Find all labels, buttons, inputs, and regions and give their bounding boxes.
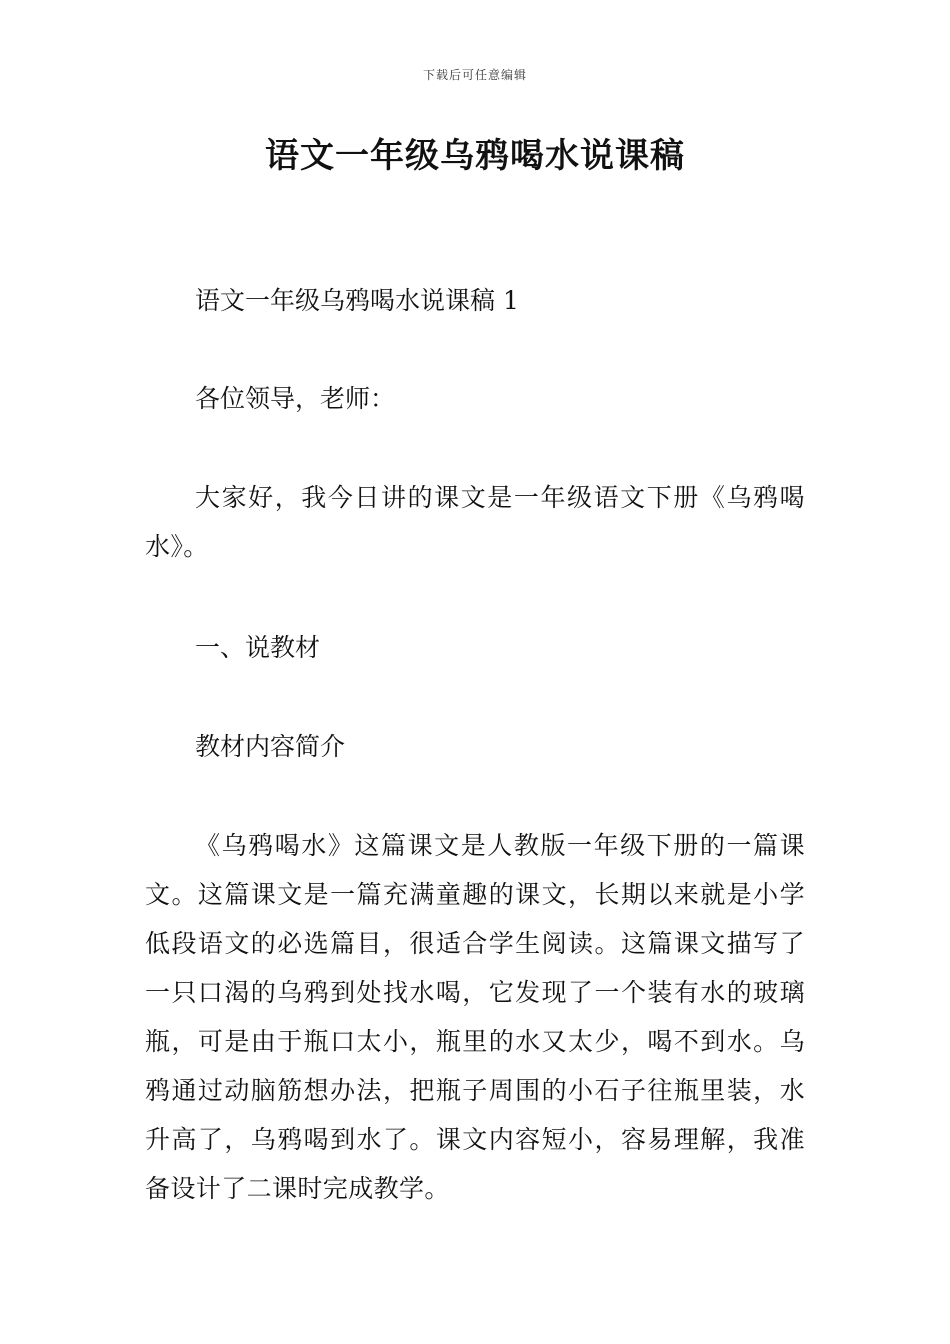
- section-heading: 一、说教材: [195, 633, 321, 662]
- subtitle-paragraph: 语文一年级乌鸦喝水说课稿 1: [195, 286, 519, 315]
- header-note: 下载后可任意编辑: [422, 68, 527, 82]
- subsection-heading: 教材内容简介: [195, 732, 346, 761]
- document-title: 语文一年级乌鸦喝水说课稿: [265, 136, 685, 176]
- body-paragraph: 《乌鸦喝水》这篇课文是人教版一年级下册的一篇课文。这篇课文是一篇充满童趣的课文，长期以来就是小学低段语文的必选篇目，很适合学生阅读。这篇课文描写了一只口渴的乌鸦到处找水喝，它发现了一个装有水的玻璃瓶，可是由于瓶口太小，瓶里的水又太少，喝不到水。乌鸦通过动脑筋想办法，把瓶子周围的小石子往瓶里装，水升高了，乌鸦喝到水了。课文内容短小，容易理解，我准备设计了二课时完成教学。: [145, 831, 805, 1203]
- greeting-paragraph: 各位领导，老师：: [195, 384, 396, 413]
- intro-paragraph: 大家好，我今日讲的课文是一年级语文下册《乌鸦喝水》。: [145, 483, 805, 561]
